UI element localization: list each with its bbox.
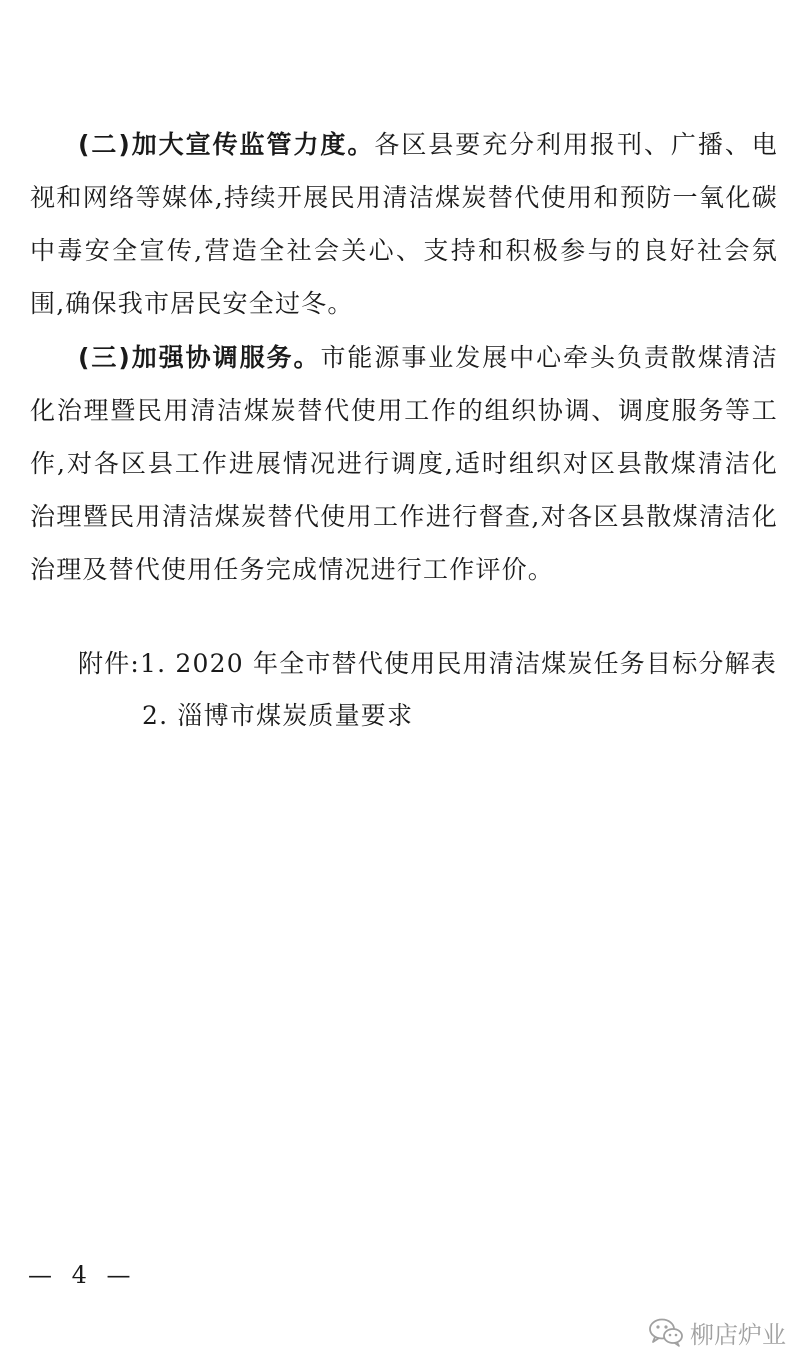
watermark-text: 柳店炉业 (690, 1320, 786, 1349)
paragraph-heading: (二)加大宣传监管力度。 (78, 130, 375, 159)
wechat-icon (648, 1317, 684, 1347)
paragraph-coordination-service (30, 331, 778, 596)
paragraph-heading: (三)加强协调服务。 (78, 343, 321, 372)
page-number: — 4 — (28, 1261, 137, 1289)
paragraph-text: 各区县要充分利用报刊、广播、电视和网络等媒体,持续开展民用清洁煤炭替代使用和预防一氧化碳中毒安全宣传,营造全社会关心、支持和积极参与的良好社会氛围,确保我市居民安全过冬。 (30, 130, 778, 318)
attachment-line-2: 2. 淄博市煤炭质量要求 (142, 701, 414, 730)
watermark (648, 1312, 786, 1352)
paragraph-text: 市能源事业发展中心牵头负责散煤清洁化治理暨民用清洁煤炭替代使用工作的组织协调、调度服务等工作,对各区县工作进展情况进行调度,适时组织对区县散煤清洁化治理暨民用清洁煤炭替代使用工作进行督查,对各区县散煤清洁化治理及替代使用任务完成情况进行工作评价。 (30, 343, 778, 584)
attachment-line-1: 附件:1. 2020 年全市替代使用民用清洁煤炭任务目标分解表 (78, 649, 777, 678)
paragraph-publicity-supervision (30, 118, 778, 330)
